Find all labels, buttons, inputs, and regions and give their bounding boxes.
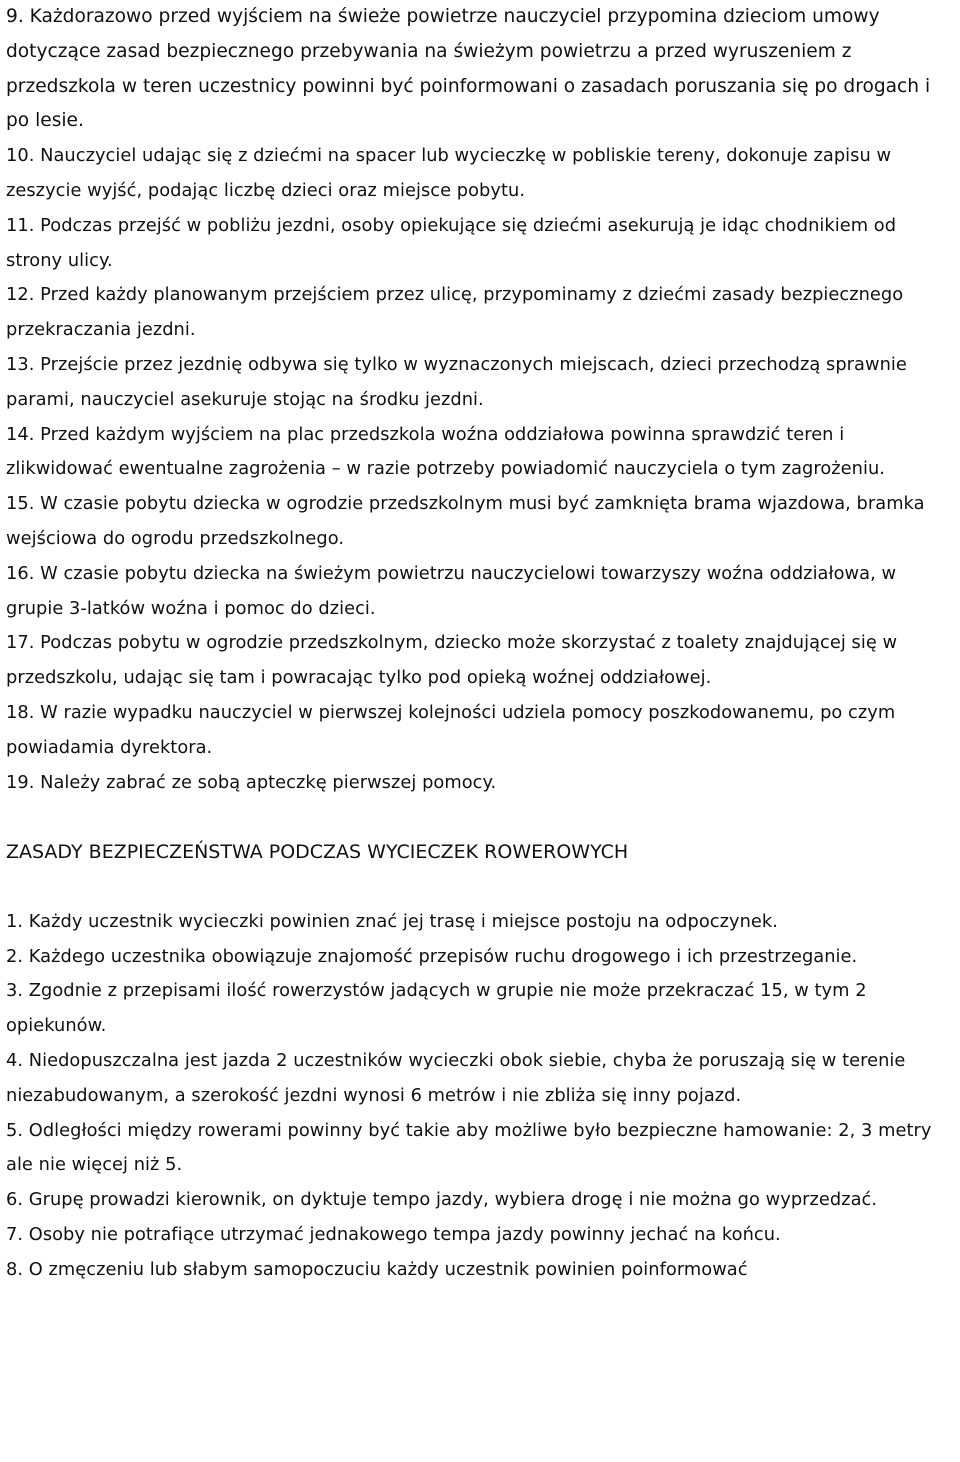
- bike-item-5: 5. Odległości między rowerami powinny być takie aby możliwe było bezpieczne hamowanie: 2, 3 metry ale nie więcej niż 5.: [6, 1119, 932, 1176]
- bike-item-7: 7. Osoby nie potrafiące utrzymać jednakowego tempa jazdy powinny jechać na końcu.: [6, 1223, 781, 1245]
- document-page: [6, 0, 954, 1287]
- bike-item-8: 8. O zmęczeniu lub słabym samopoczuciu każdy uczestnik powinien poinformować: [6, 1258, 748, 1280]
- list-item-19: 19. Należy zabrać ze sobą apteczkę pierwszej pomocy.: [6, 771, 497, 793]
- bike-item-6: 6. Grupę prowadzi kierownik, on dyktuje tempo jazdy, wybiera drogę i nie można go wyprzedzać.: [6, 1189, 878, 1211]
- spacer: [6, 870, 954, 905]
- list-item-11: 11. Podczas przejść w pobliżu jezdni, osoby opiekujące się dziećmi asekurują je idąc chodnikiem od strony ulicy.: [6, 214, 897, 271]
- bike-item-3: 3. Zgodnie z przepisami ilość rowerzystów jadących w grupie nie może przekraczać 15, w tym 2 opiekunów.: [6, 980, 867, 1037]
- bike-item-1: 1. Każdy uczestnik wycieczki powinien znać jej trasę i miejsce postoju na odpoczynek.: [6, 910, 778, 932]
- list-item-9: 9. Każdorazowo przed wyjściem na świeże powietrze nauczyciel przypomina dzieciom umowy dotyczące zasad bezpiecznego przebywania na świeżym powietrzu a przed wyruszeniem z przedszkola w teren uczestnicy powinni być poinformowani o zasadach poruszania się po drogach i po lesie.: [6, 6, 931, 132]
- list-item-10: 10. Nauczyciel udając się z dziećmi na spacer lub wycieczkę w pobliskie tereny, dokonuje zapisu w zeszycie wyjść, podając liczbę dzieci oraz miejsce pobytu.: [6, 145, 892, 201]
- list-item-14: 14. Przed każdym wyjściem na plac przedszkola woźna oddziałowa powinna sprawdzić teren i zlikwidować ewentualne zagrożenia – w razie potrzeby powiadomić nauczyciela o tym zagrożeniu.: [6, 423, 885, 480]
- bike-item-2: 2. Każdego uczestnika obowiązuje znajomość przepisów ruchu drogowego i ich przestrzeganie.: [6, 945, 858, 967]
- spacer: [6, 800, 954, 835]
- list-item-12: 12. Przed każdy planowanym przejściem przez ulicę, przypominamy z dziećmi zasady bezpiecznego przekraczania jezdni.: [6, 284, 904, 341]
- list-item-15: 15. W czasie pobytu dziecka w ogrodzie przedszkolnym musi być zamknięta brama wjazdowa, bramka wejściowa do ogrodu przedszkolnego.: [6, 493, 925, 549]
- list-item-13: 13. Przejście przez jezdnię odbywa się tylko w wyznaczonych miejscach, dzieci przechodzą sprawnie parami, nauczyciel asekuruje stojąc na środku jezdni.: [6, 353, 907, 410]
- list-item-16: 16. W czasie pobytu dziecka na świeżym powietrzu nauczycielowi towarzyszy woźna oddziałowa, w grupie 3-latków woźna i pomoc do dzieci.: [6, 562, 897, 619]
- bike-item-4: 4. Niedopuszczalna jest jazda 2 uczestników wycieczki obok siebie, chyba że poruszają się w terenie niezabudowanym, a szerokość jezdni wynosi 6 metrów i nie zbliża się inny pojazd.: [6, 1049, 906, 1106]
- list-item-18: 18. W razie wypadku nauczyciel w pierwszej kolejności udziela pomocy poszkodowanemu, po czym powiadamia dyrektora.: [6, 701, 896, 758]
- section-heading: ZASADY BEZPIECZEŃSTWA PODCZAS WYCIECZEK ROWEROWYCH: [6, 841, 629, 864]
- list-item-17: 17. Podczas pobytu w ogrodzie przedszkolnym, dziecko może skorzystać z toalety znajdującej się w przedszkolu, udając się tam i powracając tylko pod opieką woźnej oddziałowej.: [6, 632, 898, 689]
